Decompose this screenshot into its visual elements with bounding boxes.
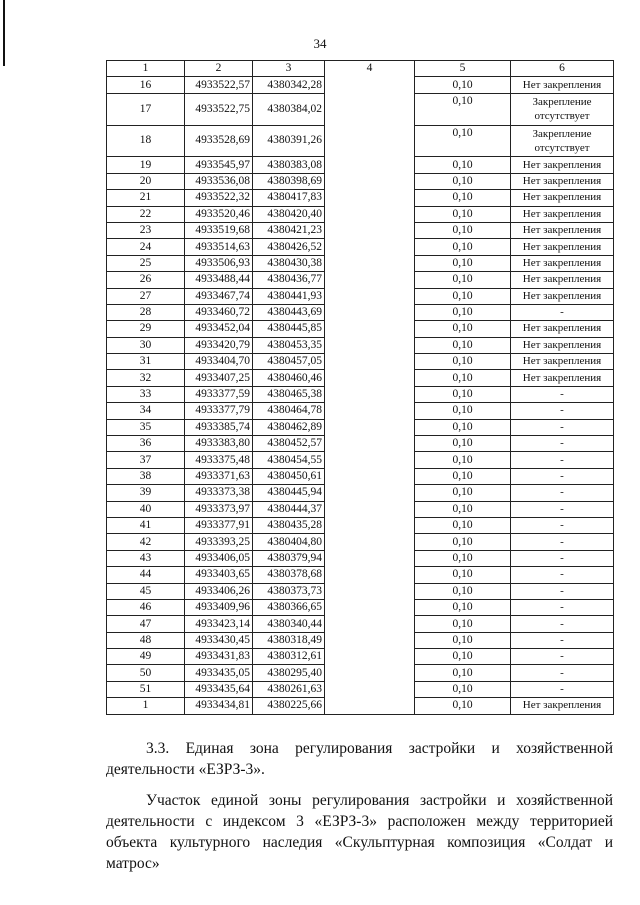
table-row — [107, 567, 614, 583]
point-number-cell: 48 — [107, 632, 185, 648]
error-value-cell: 0,10 — [415, 419, 511, 435]
x-coordinate-cell: 4933373,38 — [185, 485, 253, 501]
point-number-cell: 38 — [107, 468, 185, 484]
table-row — [107, 681, 614, 697]
table-row — [107, 190, 614, 206]
x-coordinate-cell: 4933435,64 — [185, 681, 253, 697]
error-value-cell: 0,10 — [415, 616, 511, 632]
table-row — [107, 501, 614, 517]
point-number-cell: 36 — [107, 436, 185, 452]
left-margin-mark — [3, 0, 5, 66]
table-row — [107, 616, 614, 632]
empty-cell — [325, 517, 415, 533]
error-value-cell: 0,10 — [415, 93, 511, 125]
table-header-row — [107, 61, 614, 77]
point-number-cell: 41 — [107, 517, 185, 533]
error-value-cell: 0,10 — [415, 517, 511, 533]
y-coordinate-cell: 4380261,63 — [253, 681, 325, 697]
error-value-cell: 0,10 — [415, 436, 511, 452]
table-row — [107, 550, 614, 566]
error-value-cell: 0,10 — [415, 370, 511, 386]
column-header: 5 — [415, 61, 511, 77]
table-row — [107, 93, 614, 125]
point-number-cell: 35 — [107, 419, 185, 435]
y-coordinate-cell: 4380460,46 — [253, 370, 325, 386]
x-coordinate-cell: 4933377,79 — [185, 403, 253, 419]
y-coordinate-cell: 4380342,28 — [253, 77, 325, 93]
empty-cell — [325, 681, 415, 697]
error-value-cell: 0,10 — [415, 550, 511, 566]
table-row — [107, 649, 614, 665]
point-number-cell: 23 — [107, 222, 185, 238]
column-header: 2 — [185, 61, 253, 77]
point-number-cell: 19 — [107, 157, 185, 173]
x-coordinate-cell: 4933522,32 — [185, 190, 253, 206]
error-value-cell: 0,10 — [415, 403, 511, 419]
empty-cell — [325, 698, 415, 714]
fixing-note-cell: Нет закрепления — [511, 239, 614, 255]
y-coordinate-cell: 4380366,65 — [253, 599, 325, 615]
point-number-cell: 43 — [107, 550, 185, 566]
x-coordinate-cell: 4933522,75 — [185, 93, 253, 125]
y-coordinate-cell: 4380373,73 — [253, 583, 325, 599]
error-value-cell: 0,10 — [415, 77, 511, 93]
x-coordinate-cell: 4933519,68 — [185, 222, 253, 238]
y-coordinate-cell: 4380453,35 — [253, 337, 325, 353]
fixing-note-cell: - — [511, 665, 614, 681]
fixing-note-cell: Нет закрепления — [511, 272, 614, 288]
error-value-cell: 0,10 — [415, 665, 511, 681]
x-coordinate-cell: 4933435,05 — [185, 665, 253, 681]
fixing-note-cell: Закрепление отсутствует — [511, 125, 614, 157]
fixing-note-cell: - — [511, 599, 614, 615]
x-coordinate-cell: 4933431,83 — [185, 649, 253, 665]
fixing-note-cell: - — [511, 403, 614, 419]
error-value-cell: 0,10 — [415, 288, 511, 304]
point-number-cell: 27 — [107, 288, 185, 304]
fixing-note-cell: Нет закрепления — [511, 206, 614, 222]
error-value-cell: 0,10 — [415, 583, 511, 599]
error-value-cell: 0,10 — [415, 649, 511, 665]
x-coordinate-cell: 4933430,45 — [185, 632, 253, 648]
point-number-cell: 26 — [107, 272, 185, 288]
error-value-cell: 0,10 — [415, 485, 511, 501]
page-number: 34 — [313, 36, 327, 51]
y-coordinate-cell: 4380462,89 — [253, 419, 325, 435]
point-number-cell: 34 — [107, 403, 185, 419]
fixing-note-cell: Нет закрепления — [511, 370, 614, 386]
point-number-cell: 21 — [107, 190, 185, 206]
point-number-cell: 17 — [107, 93, 185, 125]
fixing-note-cell: - — [511, 632, 614, 648]
point-number-cell: 42 — [107, 534, 185, 550]
y-coordinate-cell: 4380318,49 — [253, 632, 325, 648]
x-coordinate-cell: 4933520,46 — [185, 206, 253, 222]
point-number-cell: 40 — [107, 501, 185, 517]
y-coordinate-cell: 4380398,69 — [253, 173, 325, 189]
point-number-cell: 45 — [107, 583, 185, 599]
error-value-cell: 0,10 — [415, 386, 511, 402]
y-coordinate-cell: 4380465,38 — [253, 386, 325, 402]
point-number-cell: 39 — [107, 485, 185, 501]
point-number-cell: 44 — [107, 567, 185, 583]
fixing-note-cell: Нет закрепления — [511, 157, 614, 173]
y-coordinate-cell: 4380225,66 — [253, 698, 325, 714]
point-number-cell: 30 — [107, 337, 185, 353]
table-row — [107, 288, 614, 304]
table-row — [107, 403, 614, 419]
table-row — [107, 468, 614, 484]
point-number-cell: 32 — [107, 370, 185, 386]
fixing-note-cell: - — [511, 517, 614, 533]
point-number-cell: 18 — [107, 125, 185, 157]
table-row — [107, 599, 614, 615]
fixing-note-cell: Нет закрепления — [511, 698, 614, 714]
point-number-cell: 22 — [107, 206, 185, 222]
empty-cell — [325, 452, 415, 468]
y-coordinate-cell: 4380426,52 — [253, 239, 325, 255]
error-value-cell: 0,10 — [415, 173, 511, 189]
empty-cell — [325, 419, 415, 435]
empty-cell — [325, 255, 415, 271]
y-coordinate-cell: 4380450,61 — [253, 468, 325, 484]
y-coordinate-cell: 4380295,40 — [253, 665, 325, 681]
fixing-note-cell: - — [511, 583, 614, 599]
x-coordinate-cell: 4933375,48 — [185, 452, 253, 468]
table-row — [107, 255, 614, 271]
y-coordinate-cell: 4380435,28 — [253, 517, 325, 533]
x-coordinate-cell: 4933460,72 — [185, 304, 253, 320]
table-row — [107, 77, 614, 93]
empty-cell — [325, 550, 415, 566]
x-coordinate-cell: 4933536,08 — [185, 173, 253, 189]
x-coordinate-cell: 4933373,97 — [185, 501, 253, 517]
empty-cell — [325, 77, 415, 93]
empty-cell — [325, 386, 415, 402]
empty-cell — [325, 239, 415, 255]
point-number-cell: 51 — [107, 681, 185, 697]
empty-cell — [325, 125, 415, 157]
body-paragraph: Участок единой зоны регулирования застройки и хозяйственной деятельности с индексом 3 «ЕЗРЗ-3» расположен между территорией объекта культурного наследия «Скульптурная композиция «Солдат и матрос» — [106, 792, 613, 872]
point-number-cell: 49 — [107, 649, 185, 665]
table-row — [107, 304, 614, 320]
table-row — [107, 206, 614, 222]
x-coordinate-cell: 4933385,74 — [185, 419, 253, 435]
x-coordinate-cell: 4933506,93 — [185, 255, 253, 271]
empty-cell — [325, 206, 415, 222]
point-number-cell: 46 — [107, 599, 185, 615]
y-coordinate-cell: 4380454,55 — [253, 452, 325, 468]
x-coordinate-cell: 4933528,69 — [185, 125, 253, 157]
point-number-cell: 1 — [107, 698, 185, 714]
y-coordinate-cell: 4380443,69 — [253, 304, 325, 320]
empty-cell — [325, 321, 415, 337]
y-coordinate-cell: 4380417,83 — [253, 190, 325, 206]
empty-cell — [325, 272, 415, 288]
table-row — [107, 239, 614, 255]
y-coordinate-cell: 4380391,26 — [253, 125, 325, 157]
empty-cell — [325, 304, 415, 320]
error-value-cell: 0,10 — [415, 599, 511, 615]
point-number-cell: 47 — [107, 616, 185, 632]
fixing-note-cell: Нет закрепления — [511, 337, 614, 353]
x-coordinate-cell: 4933371,63 — [185, 468, 253, 484]
empty-cell — [325, 632, 415, 648]
table-row — [107, 222, 614, 238]
fixing-note-cell: - — [511, 501, 614, 517]
table-row — [107, 665, 614, 681]
y-coordinate-cell: 4380444,37 — [253, 501, 325, 517]
error-value-cell: 0,10 — [415, 534, 511, 550]
fixing-note-cell: Нет закрепления — [511, 288, 614, 304]
point-number-cell: 33 — [107, 386, 185, 402]
table-row — [107, 386, 614, 402]
fixing-note-cell: - — [511, 616, 614, 632]
y-coordinate-cell: 4380340,44 — [253, 616, 325, 632]
column-header: 1 — [107, 61, 185, 77]
table-row — [107, 452, 614, 468]
fixing-note-cell: Нет закрепления — [511, 321, 614, 337]
column-header: 4 — [325, 61, 415, 77]
y-coordinate-cell: 4380430,38 — [253, 255, 325, 271]
x-coordinate-cell: 4933406,26 — [185, 583, 253, 599]
x-coordinate-cell: 4933488,44 — [185, 272, 253, 288]
error-value-cell: 0,10 — [415, 206, 511, 222]
fixing-note-cell: Нет закрепления — [511, 354, 614, 370]
table-row — [107, 337, 614, 353]
point-number-cell: 28 — [107, 304, 185, 320]
fixing-note-cell: - — [511, 649, 614, 665]
point-number-cell: 20 — [107, 173, 185, 189]
table-row — [107, 436, 614, 452]
table-row — [107, 583, 614, 599]
error-value-cell: 0,10 — [415, 157, 511, 173]
column-header: 6 — [511, 61, 614, 77]
section-heading: 3.3. Единая зона регулирования застройки и хозяйственной деятельности «ЕЗРЗ-3». — [106, 740, 613, 778]
x-coordinate-cell: 4933404,70 — [185, 354, 253, 370]
empty-cell — [325, 501, 415, 517]
error-value-cell: 0,10 — [415, 501, 511, 517]
empty-cell — [325, 93, 415, 125]
fixing-note-cell: - — [511, 534, 614, 550]
x-coordinate-cell: 4933406,05 — [185, 550, 253, 566]
table-row — [107, 173, 614, 189]
y-coordinate-cell: 4380445,94 — [253, 485, 325, 501]
x-coordinate-cell: 4933393,25 — [185, 534, 253, 550]
x-coordinate-cell: 4933407,25 — [185, 370, 253, 386]
coordinates-table — [106, 60, 614, 715]
error-value-cell: 0,10 — [415, 468, 511, 484]
x-coordinate-cell: 4933403,65 — [185, 567, 253, 583]
error-value-cell: 0,10 — [415, 255, 511, 271]
error-value-cell: 0,10 — [415, 681, 511, 697]
table-row — [107, 321, 614, 337]
fixing-note-cell: - — [511, 304, 614, 320]
error-value-cell: 0,10 — [415, 321, 511, 337]
fixing-note-cell: - — [511, 550, 614, 566]
y-coordinate-cell: 4380383,08 — [253, 157, 325, 173]
table-row — [107, 534, 614, 550]
y-coordinate-cell: 4380452,57 — [253, 436, 325, 452]
x-coordinate-cell: 4933409,96 — [185, 599, 253, 615]
x-coordinate-cell: 4933467,74 — [185, 288, 253, 304]
point-number-cell: 37 — [107, 452, 185, 468]
empty-cell — [325, 468, 415, 484]
x-coordinate-cell: 4933545,97 — [185, 157, 253, 173]
table-row — [107, 419, 614, 435]
table-row — [107, 125, 614, 157]
point-number-cell: 50 — [107, 665, 185, 681]
empty-cell — [325, 599, 415, 615]
empty-cell — [325, 567, 415, 583]
x-coordinate-cell: 4933377,91 — [185, 517, 253, 533]
point-number-cell: 29 — [107, 321, 185, 337]
empty-cell — [325, 616, 415, 632]
empty-cell — [325, 288, 415, 304]
fixing-note-cell: Закрепление отсутствует — [511, 93, 614, 125]
empty-cell — [325, 190, 415, 206]
empty-cell — [325, 370, 415, 386]
y-coordinate-cell: 4380457,05 — [253, 354, 325, 370]
empty-cell — [325, 354, 415, 370]
y-coordinate-cell: 4380436,77 — [253, 272, 325, 288]
table-body — [107, 77, 614, 714]
x-coordinate-cell: 4933452,04 — [185, 321, 253, 337]
x-coordinate-cell: 4933383,80 — [185, 436, 253, 452]
error-value-cell: 0,10 — [415, 304, 511, 320]
empty-cell — [325, 222, 415, 238]
point-number-cell: 25 — [107, 255, 185, 271]
y-coordinate-cell: 4380420,40 — [253, 206, 325, 222]
fixing-note-cell: - — [511, 452, 614, 468]
empty-cell — [325, 665, 415, 681]
error-value-cell: 0,10 — [415, 190, 511, 206]
table-row — [107, 485, 614, 501]
y-coordinate-cell: 4380379,94 — [253, 550, 325, 566]
y-coordinate-cell: 4380445,85 — [253, 321, 325, 337]
empty-cell — [325, 337, 415, 353]
fixing-note-cell: - — [511, 567, 614, 583]
empty-cell — [325, 157, 415, 173]
fixing-note-cell: Нет закрепления — [511, 255, 614, 271]
point-number-cell: 16 — [107, 77, 185, 93]
table-row — [107, 272, 614, 288]
fixing-note-cell: - — [511, 419, 614, 435]
error-value-cell: 0,10 — [415, 337, 511, 353]
error-value-cell: 0,10 — [415, 354, 511, 370]
empty-cell — [325, 649, 415, 665]
y-coordinate-cell: 4380378,68 — [253, 567, 325, 583]
table-row — [107, 354, 614, 370]
point-number-cell: 24 — [107, 239, 185, 255]
fixing-note-cell: - — [511, 468, 614, 484]
table-row — [107, 157, 614, 173]
fixing-note-cell: Нет закрепления — [511, 222, 614, 238]
y-coordinate-cell: 4380441,93 — [253, 288, 325, 304]
table-row — [107, 370, 614, 386]
fixing-note-cell: - — [511, 681, 614, 697]
fixing-note-cell: Нет закрепления — [511, 190, 614, 206]
y-coordinate-cell: 4380404,80 — [253, 534, 325, 550]
empty-cell — [325, 534, 415, 550]
fixing-note-cell: Нет закрепления — [511, 173, 614, 189]
table-row — [107, 698, 614, 714]
x-coordinate-cell: 4933434,81 — [185, 698, 253, 714]
error-value-cell: 0,10 — [415, 698, 511, 714]
table-row — [107, 632, 614, 648]
y-coordinate-cell: 4380384,02 — [253, 93, 325, 125]
x-coordinate-cell: 4933522,57 — [185, 77, 253, 93]
table-row — [107, 517, 614, 533]
error-value-cell: 0,10 — [415, 272, 511, 288]
x-coordinate-cell: 4933420,79 — [185, 337, 253, 353]
empty-cell — [325, 485, 415, 501]
fixing-note-cell: - — [511, 485, 614, 501]
error-value-cell: 0,10 — [415, 567, 511, 583]
fixing-note-cell: Нет закрепления — [511, 77, 614, 93]
error-value-cell: 0,10 — [415, 632, 511, 648]
empty-cell — [325, 403, 415, 419]
error-value-cell: 0,10 — [415, 222, 511, 238]
fixing-note-cell: - — [511, 386, 614, 402]
fixing-note-cell: - — [511, 436, 614, 452]
column-header: 3 — [253, 61, 325, 77]
y-coordinate-cell: 4380464,78 — [253, 403, 325, 419]
empty-cell — [325, 436, 415, 452]
x-coordinate-cell: 4933423,14 — [185, 616, 253, 632]
x-coordinate-cell: 4933377,59 — [185, 386, 253, 402]
error-value-cell: 0,10 — [415, 452, 511, 468]
empty-cell — [325, 583, 415, 599]
error-value-cell: 0,10 — [415, 125, 511, 157]
point-number-cell: 31 — [107, 354, 185, 370]
empty-cell — [325, 173, 415, 189]
x-coordinate-cell: 4933514,63 — [185, 239, 253, 255]
y-coordinate-cell: 4380312,61 — [253, 649, 325, 665]
error-value-cell: 0,10 — [415, 239, 511, 255]
y-coordinate-cell: 4380421,23 — [253, 222, 325, 238]
